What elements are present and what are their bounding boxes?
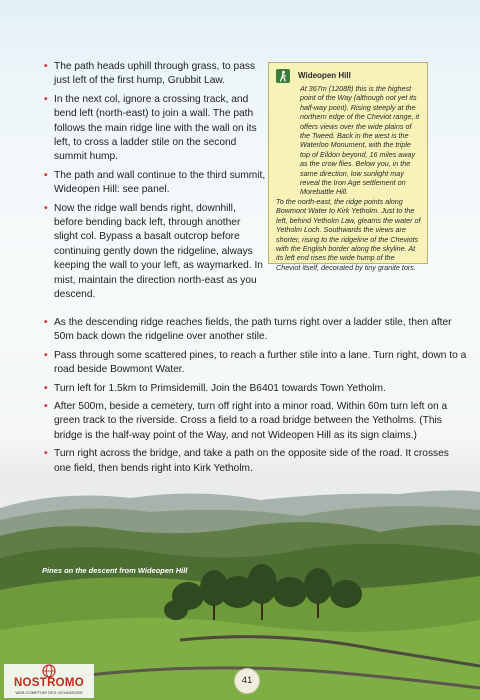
- logo-tagline: WEB COMPTOIR DES VOYAGEURS: [15, 690, 83, 695]
- photo-caption: Pines on the descent from Wideopen Hill: [42, 566, 188, 575]
- page-number: 41: [234, 668, 260, 694]
- direction-item: • As the descending ridge reaches fields, the path turns right over a ladder stile, then after 50m back down the ridgeline over another stile.: [44, 316, 468, 345]
- direction-item: • The path heads uphill through grass, to pass just left of the first hump, Grubbit Law.: [44, 60, 266, 89]
- direction-item: • Pass through some scattered pines, to reach a further stile into a lane. Turn right, down to a road beside Bowmont Water.: [44, 349, 468, 378]
- direction-item: • Turn left for 1.5km to Primsidemill. Join the B6401 towards Town Yetholm.: [44, 382, 468, 396]
- wideopen-hill-panel: [268, 62, 428, 272]
- logo-brand: NOSTROMO: [13, 677, 85, 689]
- route-directions-left: [44, 60, 266, 307]
- nostromo-logo: [4, 664, 94, 698]
- route-directions-full: [44, 316, 468, 480]
- panel-paragraph: To the north-east, the ridge points along Bowmont Water to Kirk Yetholm. Just to the left, behind Yetholm Law, gleams the water of Yetholm Loch. Southwards the views are shorter, rising to the ridgeline of the Cheviots with the English border along the skyline. At its left end rises the wide hump of the Cheviot itself, decorated by tiny granite tors.: [276, 196, 421, 272]
- direction-item: • Now the ridge wall bends right, downhill, before bending back left, through another slight col. Bypass a basalt outcrop before continuing gently down the ridgeline, always keeping the wall to your left, as waymarked. In mist, maintain the direction north-east as you descend.: [44, 202, 266, 303]
- panel-paragraph: At 367m (1208ft) this is the highest point of the Way (although not yet its half-way point). Rising steeply at the northern edge of the Cheviot range, it offers views over the wide plains of the Tweed. Back in the west is the Waterloo Monument, with the triple top of Eildon beyond, 16 miles away as the crow flies. Below you, in the same direction, low sunlight may reveal the Iron Age settlement on Morebattle Hill.: [300, 84, 420, 197]
- direction-item: • Turn right across the bridge, and take a path on the opposite side of the road. It crosses one field, then bends right into Kirk Yetholm.: [44, 447, 468, 476]
- direction-item: • The path and wall continue to the third summit, Wideopen Hill: see panel.: [44, 169, 266, 198]
- panel-title: Wideopen Hill: [298, 71, 351, 81]
- globe-icon: [39, 664, 59, 678]
- direction-item: • After 500m, beside a cemetery, turn off right into a minor road. Within 60m turn left on a green track to the riverside. Cross a field to a road bridge between the Yetholms. (This bridge is the half-way point of the Way, and not Wideopen Hill as its sign claims.): [44, 400, 468, 443]
- walker-icon: [276, 69, 290, 83]
- panel-header: [276, 69, 421, 83]
- direction-item: • In the next col, ignore a crossing track, and bend left (north-east) to join a wall. The path follows the main ridge line with the wall on its left, to cross a ladder stile on the second summit hump.: [44, 93, 266, 165]
